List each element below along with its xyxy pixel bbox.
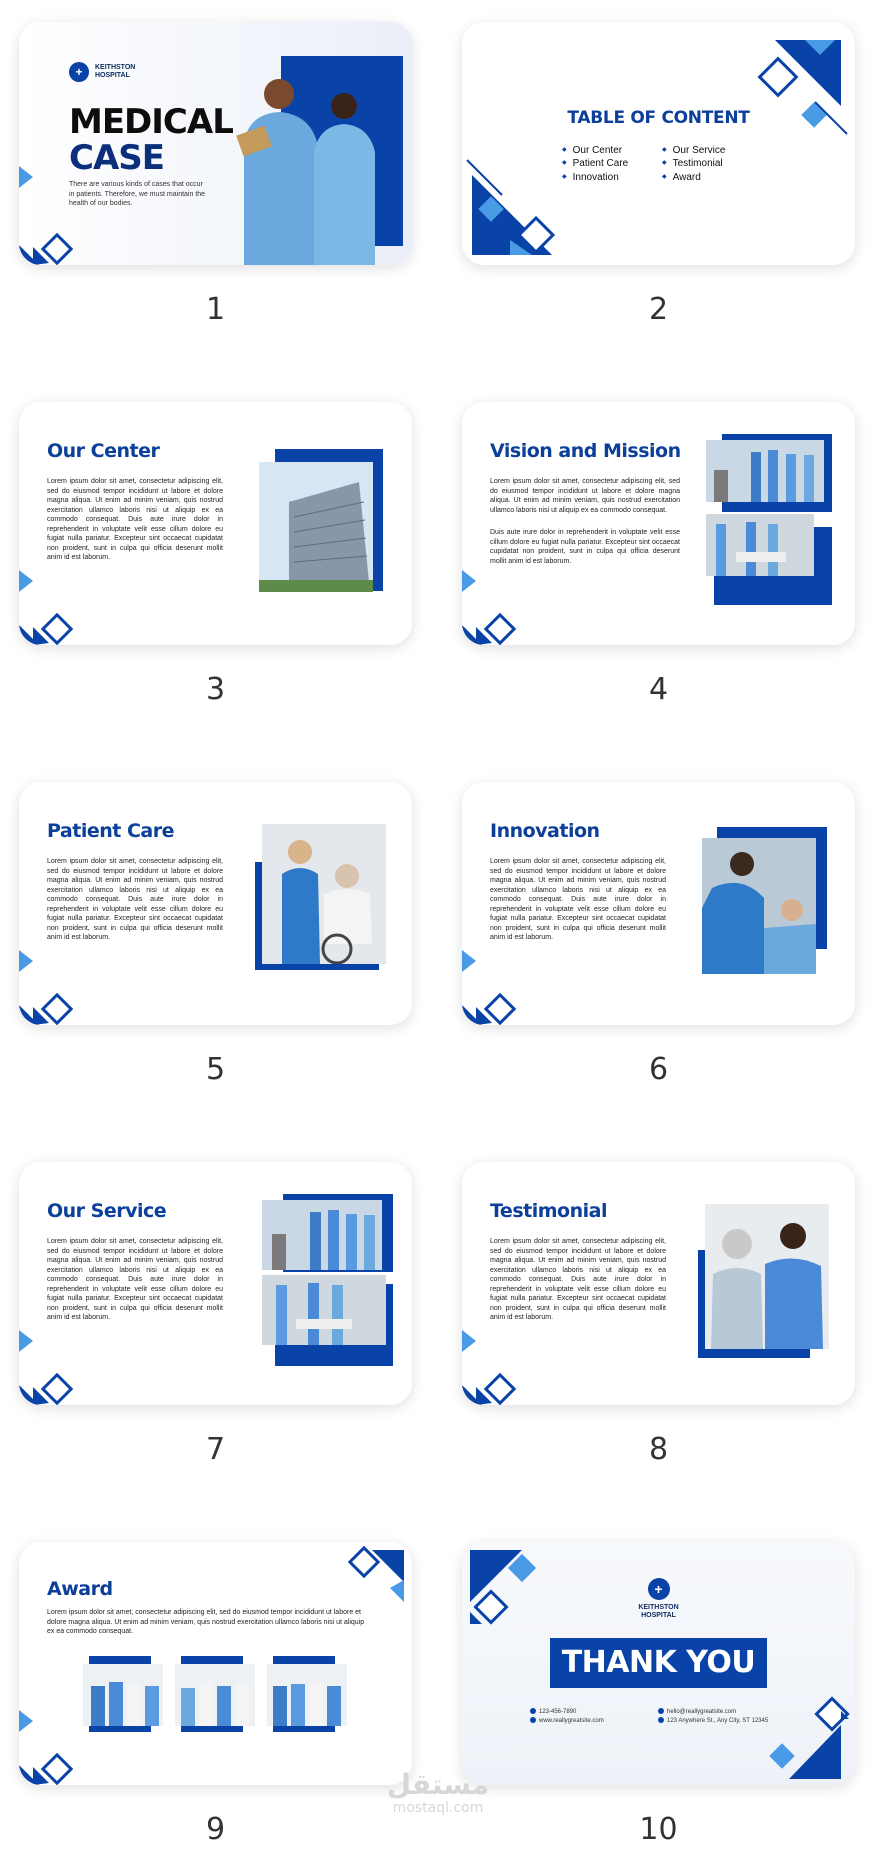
slide-6[interactable] (462, 782, 855, 1025)
slide-9[interactable] (19, 1542, 412, 1785)
toc-item-our-service[interactable]: ◆ Our Service (662, 144, 725, 157)
toc-item-innovation[interactable]: ◆ Innovation (562, 171, 628, 184)
cover-description: There are various kinds of cases that occur in patients. Therefore, we must maintain the health of our bodies. (69, 181, 206, 207)
slide-10-bottom-right-ornament (745, 1695, 855, 1785)
slide-8[interactable] (462, 1162, 855, 1405)
slide-7-title: Our Service (47, 1200, 167, 1222)
slide-9-corner-ornament (19, 1725, 89, 1785)
toc-item-award[interactable]: ◆ Award (662, 171, 725, 184)
slide-6-number: 6 (648, 1052, 669, 1087)
slide-7-corner-ornament (19, 1345, 89, 1405)
slide-4-number: 4 (648, 672, 669, 707)
slide-9-number: 9 (205, 1812, 226, 1847)
slide-8-number: 8 (648, 1432, 669, 1467)
mostaql-watermark (378, 1770, 498, 1816)
cover-title (69, 104, 233, 176)
toc-item-patient-care[interactable]: ◆ Patient Care (562, 157, 628, 170)
contact-phone: 123-456-7890 (530, 1708, 604, 1717)
toc-item-testimonial[interactable]: ◆ Testimonial (662, 157, 725, 170)
watermark-arabic: مستقل (386, 1768, 490, 1801)
closing-hospital-name-line1: KEITHSTON (638, 1604, 679, 1611)
slide-2[interactable] (462, 22, 855, 265)
contact-left (530, 1708, 604, 1726)
contact-email[interactable]: hello@reallygreatsite.com (658, 1708, 768, 1717)
slide-6-body: Lorem ipsum dolor sit amet, consectetur adipiscing elit, sed do eiusmod tempor incididunt ut labore et dolore magna aliqua. Ut enim ad minim veniam, quis nostrud exercitation ullamco laboris nisi ut aliquip ex ea commodo consequat. Duis aute irure dolor in reprehenderit in voluptate velit esse cillum dolore eu fugiat nulla pariatur. Excepteur sint occaecat cupidatat non proident, sunt in culpa qui officia deserunt mollit anim id est laborum. (490, 858, 666, 941)
cover-title-line1: MEDICAL (69, 102, 233, 142)
contact-website[interactable]: www.reallygreatsite.com (530, 1717, 604, 1726)
slide-8-corner-ornament (462, 1345, 532, 1405)
hallway-staff-photo (706, 440, 824, 502)
slide-1[interactable] (19, 22, 412, 265)
doctors-photo (229, 72, 404, 265)
emergency-gurney-photo (706, 514, 814, 576)
slide-5[interactable] (19, 782, 412, 1025)
award-team-photo-3 (267, 1664, 347, 1726)
nurse-hugging-patient-photo (705, 1204, 829, 1349)
slide-5-corner-ornament (19, 965, 89, 1025)
email-icon (658, 1708, 664, 1714)
location-pin-icon (658, 1717, 664, 1723)
slide-1-side-arrow (19, 166, 33, 188)
slide-6-title: Innovation (490, 820, 600, 842)
toc-title: TABLE OF CONTENT (567, 108, 750, 128)
hospital-building-photo (259, 462, 373, 592)
slide-3-corner-ornament (19, 585, 89, 645)
service-hallway-photo (262, 1200, 382, 1270)
contact-address: 123 Anywhere St., Any City, ST 12345 (658, 1717, 768, 1726)
watermark-latin: mostaql.com (392, 1800, 484, 1816)
slide-5-title: Patient Care (47, 820, 174, 842)
service-gurney-photo (262, 1275, 386, 1345)
slide-2-bottom-left-ornament (462, 145, 572, 265)
slide-10-number: 10 (639, 1812, 678, 1847)
slide-4-body-1: Lorem ipsum dolor sit amet, consectetur adipiscing elit, sed do eiusmod tempor incididunt ut labore et dolore magna aliqua. Ut enim ad minim veniam, quis nostrud exercitation ullamco laboris nisi ut aliquip ex ea commodo consequat. (490, 478, 680, 514)
slide-9-body: Lorem ipsum dolor sit amet, consectetur adipiscing elit, sed do eiusmod tempor incididunt ut labore et dolore magna aliqua. Ut enim ad minim veniam, quis nostrud exercitation ullamco laboris nisi ut aliquip ex ea commodo consequat. (47, 1609, 365, 1635)
slide-9-top-right-ornament (342, 1542, 412, 1612)
slide-8-title: Testimonial (490, 1200, 607, 1222)
slide-10[interactable] (462, 1542, 855, 1785)
toc-item-our-center[interactable]: ◆ Our Center (562, 144, 628, 157)
globe-icon (530, 1717, 536, 1723)
medical-cross-icon: + (69, 62, 89, 82)
slide-1-corner-ornament (19, 205, 89, 265)
slide-3-body: Lorem ipsum dolor sit amet, consectetur adipiscing elit, sed do eiusmod tempor incididunt ut labore et dolore magna aliqua. Ut enim ad minim veniam, quis nostrud exercitation ullamco laboris nisi ut aliquip ex ea commodo consequat. Duis aute irure dolor in reprehenderit in voluptate velit esse cillum dolore eu fugiat nulla pariatur. Excepteur sint occaecat cupidatat non proident, sunt in culpa qui officia deserunt mollit anim id est laborum. (47, 478, 223, 561)
slide-9-title: Award (47, 1578, 113, 1600)
slide-4[interactable] (462, 402, 855, 645)
slide-5-body: Lorem ipsum dolor sit amet, consectetur adipiscing elit, sed do eiusmod tempor incididunt ut labore et dolore magna aliqua. Ut enim ad minim veniam, quis nostrud exercitation ullamco laboris nisi ut aliquip ex ea commodo consequat. Duis aute irure dolor in reprehenderit in voluptate velit esse cillum dolore eu fugiat nulla pariatur. Excepteur sint occaecat cupidatat non proident, sunt in culpa qui officia deserunt mollit anim id est laborum. (47, 858, 223, 941)
slide-3-title: Our Center (47, 440, 160, 462)
slide-3[interactable] (19, 402, 412, 645)
toc-list-right (662, 144, 725, 184)
slide-8-body: Lorem ipsum dolor sit amet, consectetur adipiscing elit, sed do eiusmod tempor incididunt ut labore et dolore magna aliqua. Ut enim ad minim veniam, quis nostrud exercitation ullamco laboris nisi ut aliquip ex ea commodo consequat. Duis aute irure dolor in reprehenderit in voluptate velit esse cillum dolore eu fugiat nulla pariatur. Excepteur sint occaecat cupidatat non proident, sunt in culpa qui officia deserunt mollit anim id est laborum. (490, 1238, 666, 1321)
hospital-logo (69, 62, 135, 82)
slide-6-corner-ornament (462, 965, 532, 1025)
slide-1-number: 1 (205, 292, 226, 327)
award-team-photo-1 (83, 1664, 163, 1726)
slide-7[interactable] (19, 1162, 412, 1405)
closing-medical-cross-icon: + (648, 1578, 670, 1600)
slide-4-corner-ornament (462, 585, 532, 645)
slide-4-title: Vision and Mission (490, 440, 681, 462)
hospital-name-line1: KEITHSTON (95, 64, 136, 71)
slide-4-body-2: Duis aute irure dolor in reprehenderit in voluptate velit esse cillum dolore eu fugiat nulla pariatur. Excepteur sint occaecat cupidatat non proident, sunt in culpa qui officia deserunt mollit anim id est laborum. (490, 529, 680, 565)
cover-title-line2: CASE (69, 138, 164, 178)
closing-logo (462, 1578, 855, 1620)
hospital-name-line2: HOSPITAL (95, 72, 130, 79)
award-team-photo-2 (175, 1664, 255, 1726)
slide-3-number: 3 (205, 672, 226, 707)
nurse-with-patient-photo (262, 824, 386, 964)
slide-7-body: Lorem ipsum dolor sit amet, consectetur adipiscing elit, sed do eiusmod tempor incididunt ut labore et dolore magna aliqua. Ut enim ad minim veniam, quis nostrud exercitation ullamco laboris nisi ut aliquip ex ea commodo consequat. Duis aute irure dolor in reprehenderit in voluptate velit esse cillum dolore eu fugiat nulla pariatur. Excepteur sint occaecat cupidatat non proident, sunt in culpa qui officia deserunt mollit anim id est laborum. (47, 1238, 223, 1321)
slide-5-number: 5 (205, 1052, 226, 1087)
thank-you-banner: THANK YOU (550, 1638, 767, 1688)
slide-7-number: 7 (205, 1432, 226, 1467)
closing-hospital-name-line2: HOSPITAL (641, 1612, 676, 1619)
phone-icon (530, 1708, 536, 1714)
slide-2-number: 2 (648, 292, 669, 327)
patient-in-bed-photo (702, 838, 816, 974)
